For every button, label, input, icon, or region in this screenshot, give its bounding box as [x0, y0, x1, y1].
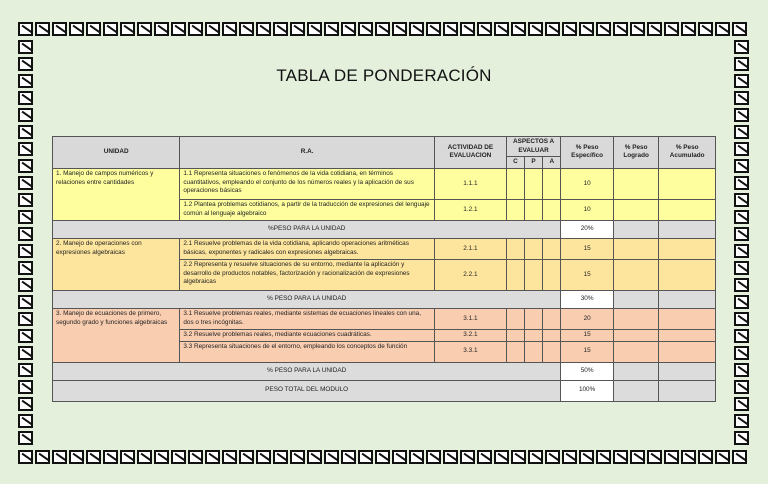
aspect-a-cell: [543, 168, 561, 199]
frame-square-icon: [734, 40, 749, 54]
frame-square-icon: [18, 414, 33, 428]
peso-acumulado-cell: [659, 259, 716, 290]
unit-subtotal-label: % PESO PARA LA UNIDAD: [53, 362, 561, 380]
aspect-p-cell: [524, 308, 542, 329]
frame-square-icon: [86, 22, 101, 36]
aspect-a-cell: [543, 308, 561, 329]
peso-especifico-cell: 10: [561, 168, 614, 199]
frame-square-icon: [511, 22, 526, 36]
header-actividad: ACTIVIDAD DE EVALUACION: [435, 137, 507, 169]
frame-square-icon: [222, 450, 237, 464]
frame-square-icon: [734, 193, 749, 207]
frame-square-icon: [647, 450, 662, 464]
unit-name: 2. Manejo de operaciones con expresiones algebraicas: [53, 238, 180, 290]
header-c: C: [506, 157, 524, 169]
frame-square-icon: [734, 210, 749, 224]
aspect-c-cell: [506, 259, 524, 290]
frame-square-icon: [137, 22, 152, 36]
frame-square-icon: [18, 227, 33, 241]
frame-square-icon: [171, 22, 186, 36]
frame-square-icon: [579, 22, 594, 36]
ra-cell: 1.1 Representa situaciones o fenómenos de la vida cotidiana, en términos cuantitativos, empleando el conjunto de los números reales y la aplicación de sus operaciones básicas: [180, 168, 435, 199]
frame-square-icon: [409, 450, 424, 464]
frame-right-border: [734, 40, 749, 445]
frame-square-icon: [734, 159, 749, 173]
frame-square-icon: [613, 450, 628, 464]
frame-square-icon: [69, 450, 84, 464]
frame-square-icon: [18, 210, 33, 224]
frame-square-icon: [392, 450, 407, 464]
frame-square-icon: [307, 22, 322, 36]
frame-square-icon: [18, 142, 33, 156]
unit-subtotal-value: 30%: [561, 290, 614, 308]
frame-square-icon: [324, 22, 339, 36]
frame-square-icon: [103, 22, 118, 36]
frame-square-icon: [324, 450, 339, 464]
frame-square-icon: [18, 329, 33, 343]
frame-square-icon: [734, 244, 749, 258]
frame-square-icon: [681, 22, 696, 36]
frame-square-icon: [715, 22, 730, 36]
frame-square-icon: [18, 346, 33, 360]
ra-cell: 2.2 Representa y resuelve situaciones de su entorno, mediante la aplicación y desarrollo de productos notables, factorización y racionalización de expresiones algebraicas: [180, 259, 435, 290]
aspect-p-cell: [524, 199, 542, 220]
frame-square-icon: [18, 363, 33, 377]
frame-square-icon: [596, 22, 611, 36]
peso-acumulado-cell: [659, 380, 716, 401]
frame-square-icon: [734, 227, 749, 241]
header-aspectos: ASPECTOS A EVALUAR: [506, 137, 561, 157]
peso-logrado-cell: [613, 259, 658, 290]
aspect-c-cell: [506, 168, 524, 199]
frame-square-icon: [732, 450, 747, 464]
aspect-c-cell: [506, 329, 524, 341]
frame-square-icon: [239, 450, 254, 464]
unit-name: 1. Manejo de campos numéricos y relaciones entre cantidades: [53, 168, 180, 220]
aspect-a-cell: [543, 341, 561, 362]
page-title: [0, 66, 768, 86]
frame-square-icon: [205, 450, 220, 464]
frame-square-icon: [154, 450, 169, 464]
peso-acumulado-cell: [659, 341, 716, 362]
frame-square-icon: [18, 193, 33, 207]
frame-square-icon: [443, 450, 458, 464]
aspect-a-cell: [543, 329, 561, 341]
header-ra: R.A.: [180, 137, 435, 169]
activity-cell: 3.2.1: [435, 329, 507, 341]
frame-square-icon: [18, 397, 33, 411]
aspect-p-cell: [524, 341, 542, 362]
frame-square-icon: [528, 450, 543, 464]
ra-cell: 3.3 Representa situaciones de el entorno, empleando los conceptos de función: [180, 341, 435, 362]
frame-square-icon: [715, 450, 730, 464]
activity-cell: 3.1.1: [435, 308, 507, 329]
total-label: PESO TOTAL DEL MODULO: [53, 380, 561, 401]
peso-logrado-cell: [613, 168, 658, 199]
aspect-a-cell: [543, 259, 561, 290]
frame-square-icon: [734, 431, 749, 445]
frame-square-icon: [120, 22, 135, 36]
frame-square-icon: [290, 450, 305, 464]
peso-logrado-cell: [613, 341, 658, 362]
frame-square-icon: [409, 22, 424, 36]
frame-square-icon: [137, 450, 152, 464]
unit-subtotal-label: % PESO PARA LA UNIDAD: [53, 290, 561, 308]
frame-square-icon: [154, 22, 169, 36]
frame-square-icon: [18, 108, 33, 122]
frame-square-icon: [562, 450, 577, 464]
frame-square-icon: [460, 450, 475, 464]
aspect-c-cell: [506, 308, 524, 329]
frame-square-icon: [273, 22, 288, 36]
frame-square-icon: [18, 312, 33, 326]
peso-logrado-cell: [613, 329, 658, 341]
frame-square-icon: [35, 450, 50, 464]
frame-square-icon: [545, 22, 560, 36]
frame-square-icon: [579, 450, 594, 464]
frame-square-icon: [18, 278, 33, 292]
aspect-p-cell: [524, 168, 542, 199]
ponderation-table: [52, 136, 716, 402]
frame-square-icon: [18, 431, 33, 445]
frame-square-icon: [426, 22, 441, 36]
frame-square-icon: [596, 450, 611, 464]
frame-square-icon: [103, 450, 118, 464]
frame-square-icon: [18, 295, 33, 309]
activity-cell: 2.2.1: [435, 259, 507, 290]
frame-square-icon: [69, 22, 84, 36]
peso-logrado-cell: [613, 220, 658, 238]
frame-square-icon: [681, 450, 696, 464]
frame-square-icon: [120, 450, 135, 464]
frame-square-icon: [698, 450, 713, 464]
frame-left-border: [18, 40, 33, 445]
frame-top-border: [18, 22, 747, 36]
frame-square-icon: [35, 22, 50, 36]
frame-square-icon: [734, 380, 749, 394]
frame-square-icon: [443, 22, 458, 36]
peso-acumulado-cell: [659, 168, 716, 199]
aspect-a-cell: [543, 238, 561, 259]
frame-square-icon: [18, 450, 33, 464]
header-a: A: [543, 157, 561, 169]
frame-square-icon: [664, 22, 679, 36]
activity-cell: 2.1.1: [435, 238, 507, 259]
activity-cell: 1.1.1: [435, 168, 507, 199]
frame-square-icon: [188, 450, 203, 464]
frame-square-icon: [52, 22, 67, 36]
frame-square-icon: [18, 159, 33, 173]
aspect-c-cell: [506, 199, 524, 220]
peso-especifico-cell: 15: [561, 238, 614, 259]
peso-acumulado-cell: [659, 220, 716, 238]
frame-square-icon: [256, 450, 271, 464]
frame-square-icon: [477, 450, 492, 464]
activity-cell: 1.2.1: [435, 199, 507, 220]
frame-square-icon: [18, 244, 33, 258]
frame-square-icon: [86, 450, 101, 464]
peso-especifico-cell: 10: [561, 199, 614, 220]
frame-square-icon: [18, 380, 33, 394]
header-unidad: UNIDAD: [53, 137, 180, 169]
frame-square-icon: [18, 176, 33, 190]
frame-square-icon: [358, 22, 373, 36]
frame-square-icon: [18, 261, 33, 275]
header-p: P: [524, 157, 542, 169]
total-value: 100%: [561, 380, 614, 401]
aspect-p-cell: [524, 259, 542, 290]
aspect-c-cell: [506, 238, 524, 259]
frame-square-icon: [375, 22, 390, 36]
aspect-p-cell: [524, 329, 542, 341]
frame-square-icon: [734, 125, 749, 139]
frame-square-icon: [341, 450, 356, 464]
peso-acumulado-cell: [659, 290, 716, 308]
peso-especifico-cell: 15: [561, 329, 614, 341]
frame-square-icon: [613, 22, 628, 36]
frame-square-icon: [52, 450, 67, 464]
frame-square-icon: [630, 450, 645, 464]
ra-cell: 2.1 Resuelve problemas de la vida cotidiana, aplicando operaciones aritméticas básicas, exponentes y radicales con expresiones algebraicas.: [180, 238, 435, 259]
frame-square-icon: [545, 450, 560, 464]
frame-square-icon: [341, 22, 356, 36]
frame-square-icon: [734, 363, 749, 377]
frame-square-icon: [647, 22, 662, 36]
activity-cell: 3.3.1: [435, 341, 507, 362]
frame-square-icon: [630, 22, 645, 36]
frame-square-icon: [734, 91, 749, 105]
frame-square-icon: [734, 414, 749, 428]
frame-bottom-border: [18, 450, 747, 464]
frame-square-icon: [664, 450, 679, 464]
frame-square-icon: [562, 22, 577, 36]
frame-square-icon: [426, 450, 441, 464]
frame-square-icon: [222, 22, 237, 36]
frame-square-icon: [511, 450, 526, 464]
frame-square-icon: [358, 450, 373, 464]
frame-square-icon: [734, 397, 749, 411]
peso-logrado-cell: [613, 238, 658, 259]
frame-square-icon: [290, 22, 305, 36]
frame-square-icon: [698, 22, 713, 36]
peso-logrado-cell: [613, 362, 658, 380]
unit-subtotal-value: 20%: [561, 220, 614, 238]
frame-square-icon: [239, 22, 254, 36]
peso-logrado-cell: [613, 199, 658, 220]
peso-logrado-cell: [613, 308, 658, 329]
aspect-a-cell: [543, 199, 561, 220]
peso-acumulado-cell: [659, 199, 716, 220]
frame-square-icon: [205, 22, 220, 36]
frame-square-icon: [734, 108, 749, 122]
frame-square-icon: [734, 142, 749, 156]
frame-square-icon: [375, 450, 390, 464]
frame-square-icon: [18, 91, 33, 105]
peso-acumulado-cell: [659, 308, 716, 329]
frame-square-icon: [273, 450, 288, 464]
peso-logrado-cell: [613, 380, 658, 401]
unit-subtotal-label: %PESO PARA LA UNIDAD: [53, 220, 561, 238]
peso-especifico-cell: 20: [561, 308, 614, 329]
peso-acumulado-cell: [659, 238, 716, 259]
frame-square-icon: [734, 346, 749, 360]
peso-acumulado-cell: [659, 362, 716, 380]
frame-square-icon: [307, 450, 322, 464]
page-title-text: TABLA DE PONDERACIÓN: [276, 66, 492, 85]
frame-square-icon: [188, 22, 203, 36]
frame-square-icon: [18, 125, 33, 139]
header-peso-logrado: % Peso Logrado: [613, 137, 658, 169]
header-peso-acumulado: % Peso Acumulado: [659, 137, 716, 169]
frame-square-icon: [392, 22, 407, 36]
frame-square-icon: [171, 450, 186, 464]
frame-square-icon: [732, 22, 747, 36]
ra-cell: 3.2 Resuelve problemas reales, mediante ecuaciones cuadráticas.: [180, 329, 435, 341]
peso-especifico-cell: 15: [561, 259, 614, 290]
frame-square-icon: [734, 312, 749, 326]
ra-cell: 1.2 Plantea problemas cotidianos, a partir de la traducción de expresiones del lenguaje común al lenguaje algebraico: [180, 199, 435, 220]
frame-square-icon: [460, 22, 475, 36]
ra-cell: 3.1 Resuelve problemas reales, mediante sistemas de ecuaciones lineales con una, dos o tres incógnitas.: [180, 308, 435, 329]
frame-square-icon: [477, 22, 492, 36]
frame-square-icon: [528, 22, 543, 36]
frame-square-icon: [734, 295, 749, 309]
unit-subtotal-value: 50%: [561, 362, 614, 380]
frame-square-icon: [18, 22, 33, 36]
frame-square-icon: [734, 278, 749, 292]
unit-name: 3. Manejo de ecuaciones de primero, segundo grado y funciones algebraicas: [53, 308, 180, 362]
frame-square-icon: [494, 22, 509, 36]
aspect-p-cell: [524, 238, 542, 259]
header-peso-especifico: % Peso Específico: [561, 137, 614, 169]
aspect-c-cell: [506, 341, 524, 362]
peso-logrado-cell: [613, 290, 658, 308]
peso-acumulado-cell: [659, 329, 716, 341]
frame-square-icon: [734, 176, 749, 190]
frame-square-icon: [18, 40, 33, 54]
frame-square-icon: [256, 22, 271, 36]
frame-square-icon: [494, 450, 509, 464]
peso-especifico-cell: 15: [561, 341, 614, 362]
frame-square-icon: [734, 329, 749, 343]
frame-square-icon: [734, 261, 749, 275]
